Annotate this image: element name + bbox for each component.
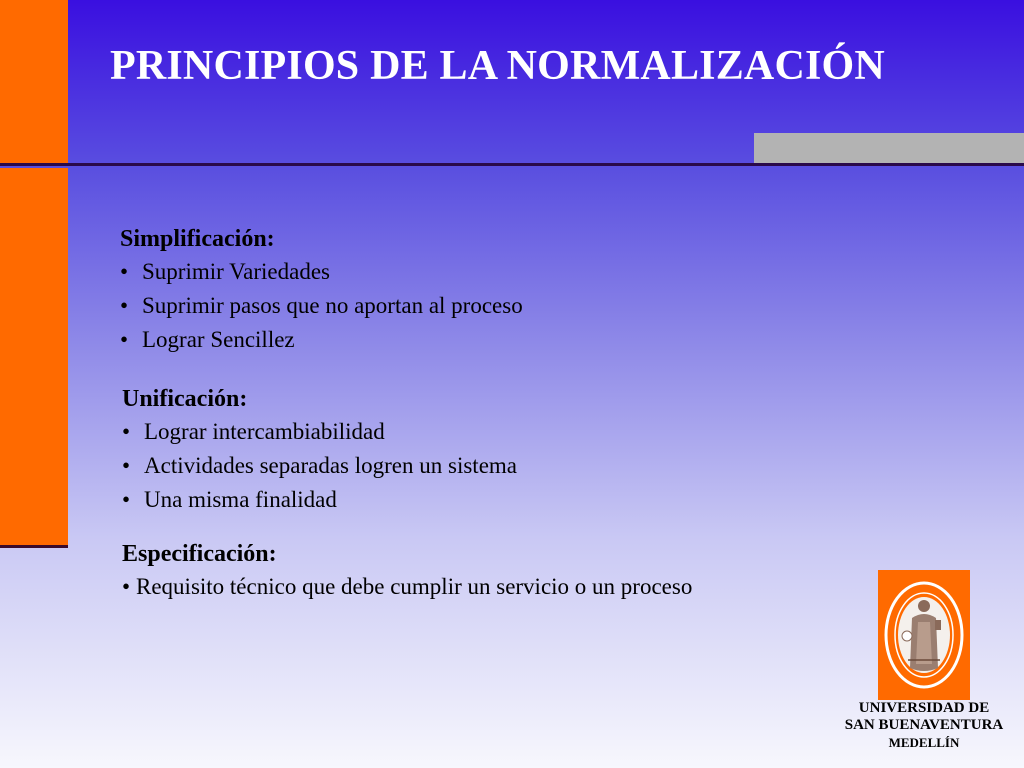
list-item: • Requisito técnico que debe cumplir un servicio o un proceso xyxy=(122,574,693,599)
section-heading: Especificación: xyxy=(122,541,277,567)
list-item: • Actividades separadas logren un sistema xyxy=(122,453,517,478)
university-name-line1: UNIVERSIDAD DE xyxy=(858,700,990,716)
bullet-list xyxy=(122,415,517,517)
list-item: • Suprimir pasos que no aportan al proceso xyxy=(120,293,523,318)
list-item: • Lograr intercambiabilidad xyxy=(122,419,385,444)
section-unificacion xyxy=(122,383,517,517)
slide-title: PRINCIPIOS DE LA NORMALIZACIÓN xyxy=(110,43,885,89)
bullet-list xyxy=(122,570,692,604)
gray-accent-block xyxy=(754,133,1024,163)
section-especificacion xyxy=(122,538,692,604)
accent-bar-underline xyxy=(0,545,68,548)
section-heading: Simplificación: xyxy=(120,226,275,252)
university-name-line3: MEDELLÍN xyxy=(888,735,960,750)
bullet-list xyxy=(120,255,523,357)
list-item: • Suprimir Variedades xyxy=(120,259,331,284)
header-divider xyxy=(0,163,1024,166)
list-item: • Lograr Sencillez xyxy=(120,327,295,352)
university-name-line2: SAN BUENAVENTURA xyxy=(844,717,1004,733)
section-heading: Unificación: xyxy=(122,386,248,412)
university-seal-icon xyxy=(878,570,970,700)
orange-accent-bar xyxy=(0,0,68,163)
orange-accent-bar-lower xyxy=(0,168,68,546)
list-item: • Una misma finalidad xyxy=(122,487,337,512)
university-name xyxy=(838,700,1010,751)
section-simplificacion xyxy=(120,223,523,357)
